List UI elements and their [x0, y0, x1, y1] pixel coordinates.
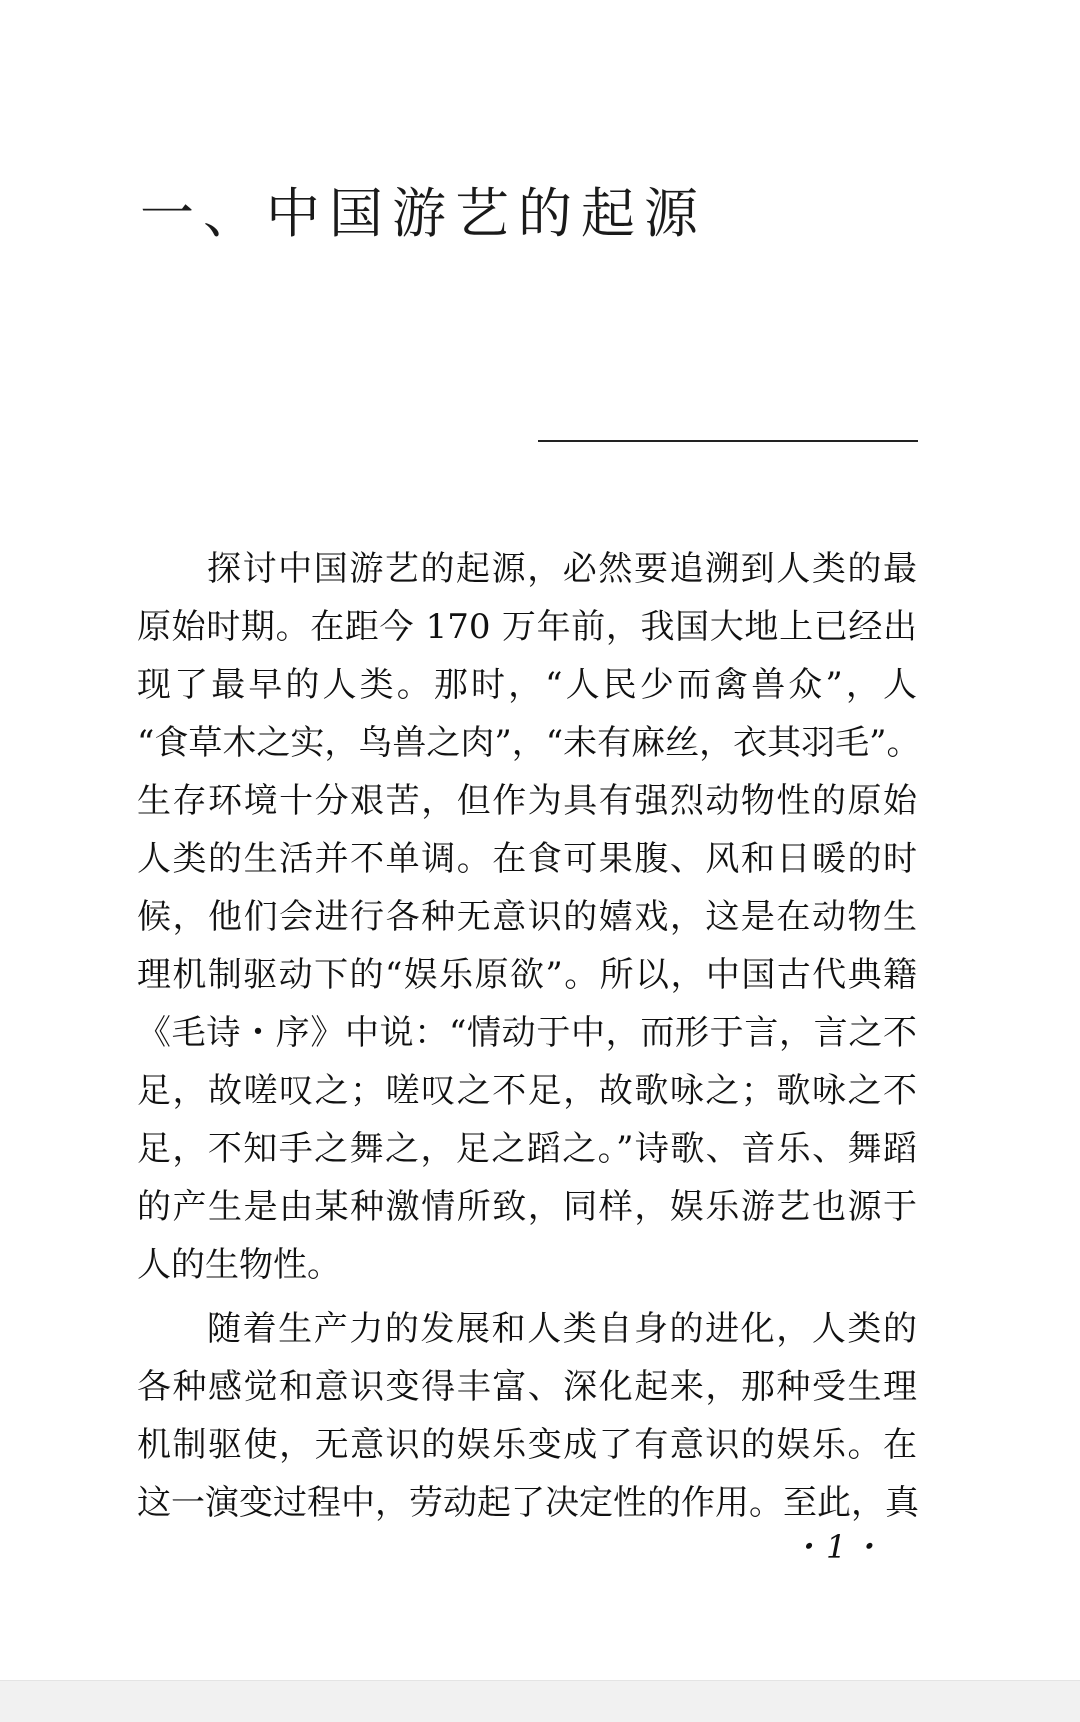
paragraph [137, 540, 921, 1294]
text-line: 各种感觉和意识变得丰富、深化起来，那种受生理 [137, 1367, 917, 1407]
text-line: 这一演变过程中，劳动起了决定性的作用。至此，真 [137, 1483, 919, 1523]
text-line: 的产生是由某种激情所致，同样，娱乐游艺也源于 [137, 1187, 917, 1227]
text-line: 随着生产力的发展和人类自身的进化，人类的 [207, 1309, 917, 1349]
text-line: 足，故嗟叹之；嗟叹之不足，故歌咏之；歌咏之不 [137, 1071, 917, 1111]
text-line: 人类的生活并不单调。在食可果腹、风和日暖的时 [137, 839, 917, 879]
viewer-bottom-bar [0, 1680, 1080, 1722]
text-line: “食草木之实，鸟兽之肉”，“未有麻丝，衣其羽毛”。 [137, 723, 921, 763]
text-line: 理机制驱动下的“娱乐原欲”。所以，中国古代典籍 [137, 955, 917, 995]
text-line: 候，他们会进行各种无意识的嬉戏，这是在动物生 [137, 897, 917, 937]
paragraph [137, 1300, 917, 1532]
page-number: ・1・ [790, 1528, 887, 1566]
text-line: 原始时期。在距今 170 万年前，我国大地上已经出 [137, 607, 917, 647]
text-line: 足，不知手之舞之，足之蹈之。”诗歌、音乐、舞蹈 [137, 1129, 917, 1169]
chapter-title: 一、中国游艺的起源 [140, 182, 707, 245]
text-line: 人的生物性。 [137, 1245, 341, 1285]
text-line: 探讨中国游艺的起源，必然要追溯到人类的最 [207, 549, 917, 589]
text-line: 《毛诗・序》中说：“情动于中，而形于言，言之不 [137, 1013, 917, 1053]
text-line: 现了最早的人类。那时，“人民少而禽兽众”，人 [137, 665, 917, 705]
text-line: 生存环境十分艰苦，但作为具有强烈动物性的原始 [137, 781, 917, 821]
title-divider-rule [538, 440, 918, 442]
body-text [137, 540, 921, 1532]
text-line: 机制驱使，无意识的娱乐变成了有意识的娱乐。在 [137, 1425, 917, 1465]
